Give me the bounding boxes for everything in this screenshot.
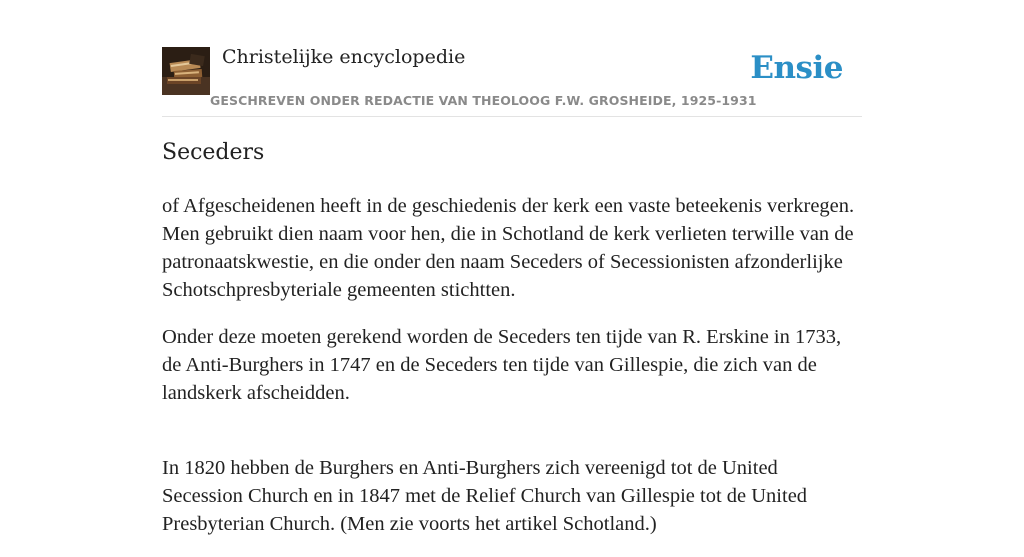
paragraph-spacer [162,426,862,454]
encyclopedia-subtitle: GESCHREVEN ONDER REDACTIE VAN THEOLOOG F.W. GROSHEIDE, 1925-1931 [210,93,757,108]
site-header [162,40,862,117]
encyclopedia-title[interactable]: Christelijke encyclopedie [222,46,466,68]
ensie-logo-link[interactable]: Ensie [750,50,843,86]
book-stack-icon [162,47,210,95]
article-body [162,192,862,557]
article-title: Seceders [162,140,265,165]
article-paragraph: In 1820 hebben de Burghers en Anti-Burghers zich vereenigd tot de United Secession Church en in 1847 met de Relief Church van Gillespie tot de United Presbyterian Church. (Men zie voorts het artikel Schotland.) [162,457,808,535]
article-paragraph: of Afgescheidenen heeft in de geschiedenis der kerk een vaste beteekenis verkregen. Men gebruikt dien naam voor hen, die in Schotland de kerk verlieten terwille van de patronaatskwestie, en die onder den naam Seceders of Secessionisten afzonderlijke Schotschpresbyteriale gemeenten stichtten. [162,195,855,301]
article-paragraph: Onder deze moeten gerekend worden de Seceders ten tijde van R. Erskine in 1733, de Anti-Burghers in 1747 en de Seceders ten tijde van Gillespie, die zich van de landskerk afscheidden. [162,326,842,404]
encyclopedia-avatar[interactable] [162,47,210,95]
